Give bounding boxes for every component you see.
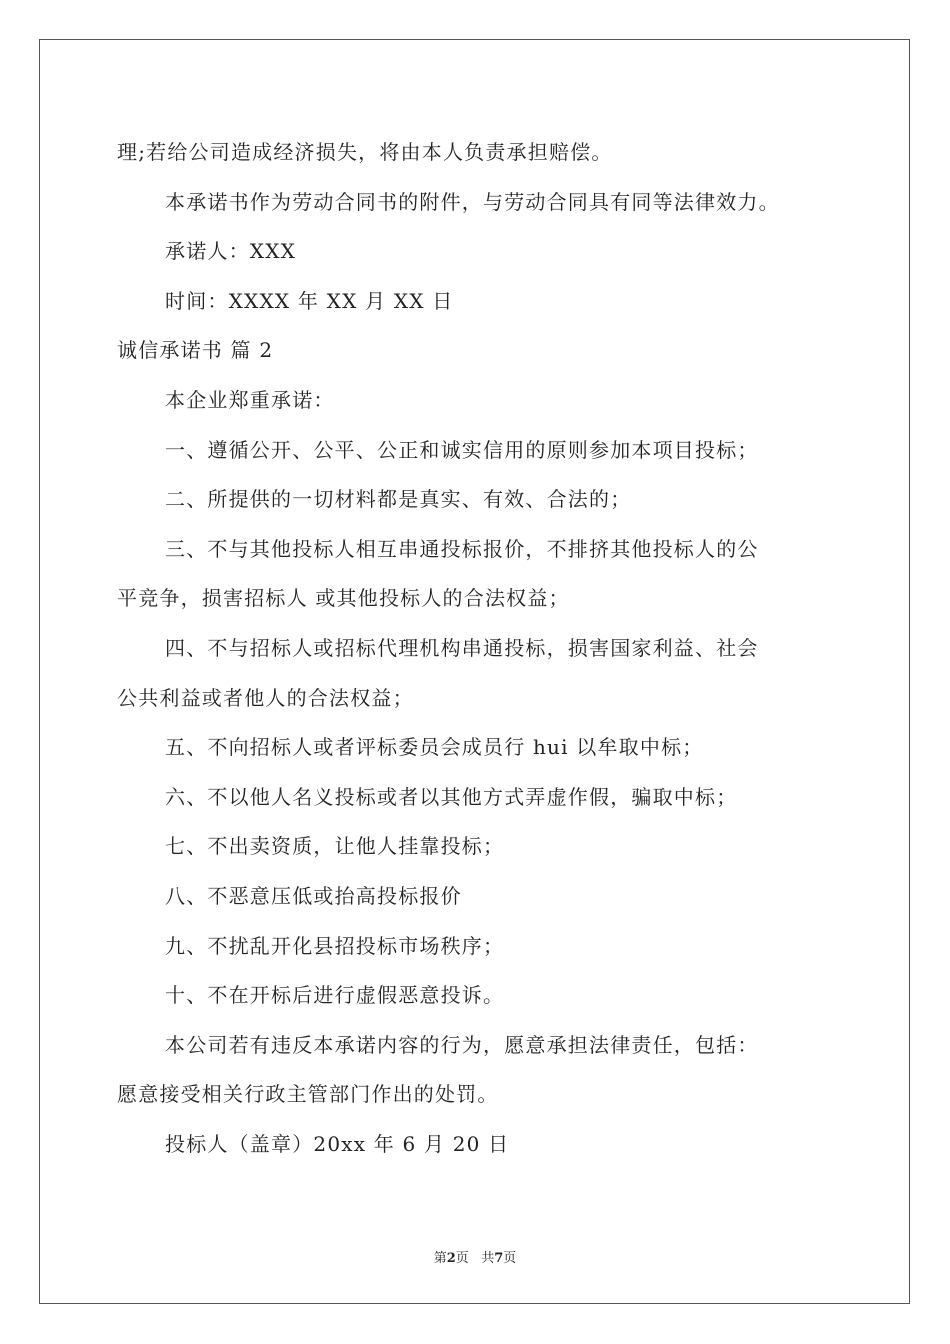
list-item: 二、所提供的一切材料都是真实、有效、合法的； <box>165 487 632 512</box>
footer-suffix: 页 <box>503 1251 517 1266</box>
text-line: 理;若给公司造成经济损失，将由本人负责承担赔偿。 <box>117 140 613 164</box>
section-title: 诚信承诺书 篇 2 <box>117 338 274 363</box>
text-line: 本承诺书作为劳动合同书的附件，与劳动合同具有同等法律效力。 <box>165 189 780 214</box>
footer-middle: 页 共 <box>455 1251 495 1266</box>
date-line: 时间：XXXX 年 XX 月 XX 日 <box>165 288 454 313</box>
list-item: 四、不与招标人或招标代理机构串通投标，损害国家利益、社会 <box>165 635 759 660</box>
text-line: 本企业郑重承诺： <box>165 387 335 412</box>
current-page-number: 2 <box>446 1251 456 1266</box>
text-line: 本公司若有违反本承诺内容的行为，愿意承担法律责任，包括： <box>165 1032 759 1057</box>
page-footer <box>0 1247 950 1266</box>
list-item: 三、不与其他投标人相互串通投标报价，不排挤其他投标人的公 <box>165 536 759 561</box>
list-item: 九、不扰乱开化县招投标市场秩序； <box>165 933 505 958</box>
list-item-continued: 平竞争，损害招标人 或其他投标人的合法权益； <box>117 586 570 611</box>
total-page-count: 7 <box>494 1251 504 1266</box>
list-item: 八、不恶意压低或抬高投标报价 <box>165 883 462 908</box>
list-item: 五、不向招标人或者评标委员会成员行 hui 以牟取中标； <box>165 735 704 760</box>
promisor-line: 承诺人：XXX <box>165 239 297 264</box>
list-item: 七、不出卖资质，让他人挂靠投标； <box>165 834 505 859</box>
list-item: 六、不以他人名义投标或者以其他方式弄虚作假，骗取中标； <box>165 784 738 809</box>
document-body <box>117 128 837 1169</box>
list-item: 一、遵循公开、公平、公正和诚实信用的原则参加本项目投标； <box>165 437 759 462</box>
text-line: 愿意接受相关行政主管部门作出的处罚。 <box>117 1082 499 1107</box>
list-item-continued: 公共利益或者他人的合法权益； <box>117 685 414 710</box>
footer-prefix: 第 <box>433 1251 447 1266</box>
signature-line: 投标人（盖章）20xx 年 6 月 20 日 <box>165 1131 510 1156</box>
list-item: 十、不在开标后进行虚假恶意投诉。 <box>165 983 505 1008</box>
